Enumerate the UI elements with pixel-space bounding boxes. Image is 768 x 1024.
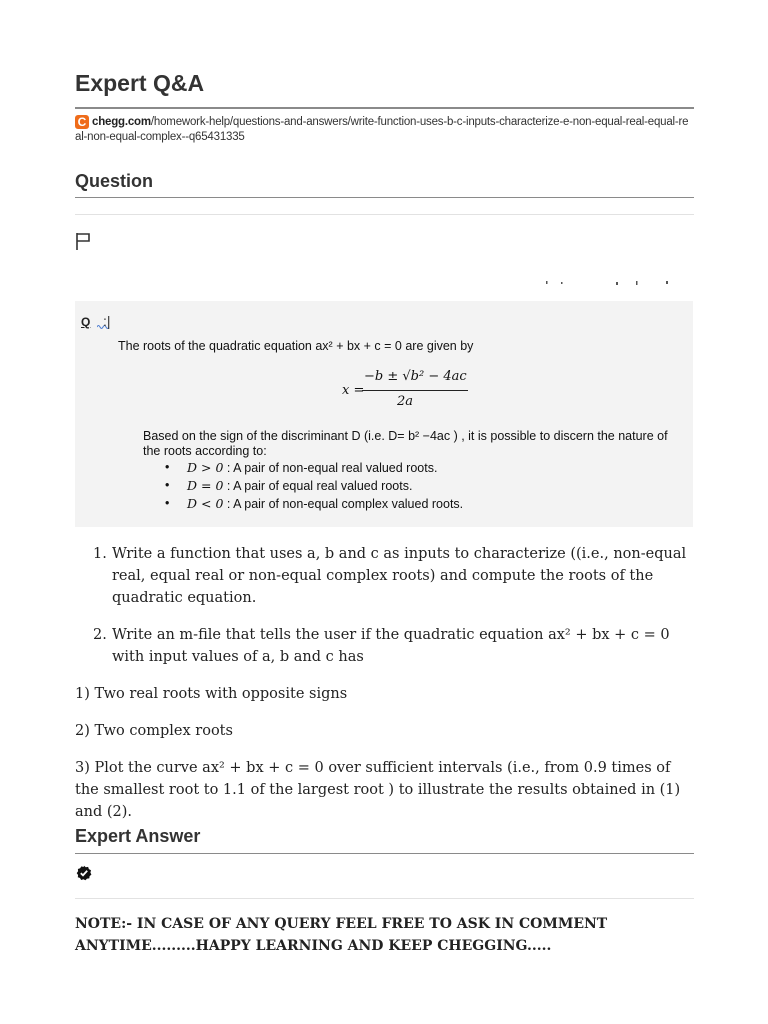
- case-item: • D < 0 : A pair of non-equal complex valued roots.: [165, 495, 463, 513]
- title-divider: [75, 107, 694, 109]
- subpart-3: 3) Plot the curve ax² + bx + c = 0 over sufficient intervals (i.e., from 0.9 times of the smallest root to 1.1 of the largest root ) to illustrate the results obtained in (1) and (2).: [75, 760, 681, 820]
- source-domain: chegg.com: [92, 116, 151, 128]
- image-crop-artifact: [540, 280, 680, 286]
- discriminant-cases: [165, 459, 463, 513]
- formula-numerator: −b ± √b² − 4ac: [364, 369, 467, 384]
- discriminant-text: Based on the sign of the discriminant D (i.e. D= b² −4ac ) , it is possible to discern the nature of the roots according to:: [143, 429, 668, 458]
- question-item-text: Write a function that uses a, b and c as inputs to characterize ((i.e., non-equal real, equal real or non-equal complex roots) and compute the roots of the quadratic equation.: [112, 546, 687, 606]
- formula-lhs: x =: [342, 383, 365, 398]
- source-path: /homework-help/questions-and-answers/write-function-uses-b-c-inputs-characterize-e-non-equal-real-equal-real-non-equal-complex--q65431335: [75, 116, 689, 143]
- question-image: [75, 301, 693, 527]
- formula-denominator: 2a: [397, 394, 414, 409]
- question-item-text: Write an m-file that tells the user if the quadratic equation ax² + bx + c = 0 with input values of a, b and c has: [112, 627, 670, 665]
- answer-note: NOTE:- IN CASE OF ANY QUERY FEEL FREE TO ASK IN COMMENT ANYTIME.........HAPPY LEARNING AND KEEP CHEGGING.....: [75, 916, 608, 954]
- question-list: [93, 543, 693, 668]
- question-top-rule: [75, 214, 694, 215]
- source-url[interactable]: [75, 115, 693, 145]
- answer-heading: Expert Answer: [75, 826, 201, 846]
- verified-badge-icon: [76, 865, 92, 881]
- question-divider: [75, 197, 694, 198]
- case-item: • D = 0 : A pair of equal real valued roots.: [165, 477, 463, 495]
- fraction-bar: [362, 390, 468, 391]
- text-caret: :|: [103, 313, 111, 329]
- flag-icon[interactable]: [75, 231, 93, 251]
- answer-top-rule: [75, 898, 694, 899]
- answer-divider: [75, 853, 694, 854]
- question-item: 1. Write a function that uses a, b and c as inputs to characterize ((i.e., non-equal real, equal real or non-equal complex roots) and compute the roots of the quadratic equation.: [93, 546, 687, 606]
- quadratic-formula: [342, 369, 482, 413]
- question-label: Q: [81, 315, 91, 329]
- case-item: • D > 0 : A pair of non-equal real valued roots.: [165, 459, 463, 477]
- subpart-2: 2) Two complex roots: [75, 723, 233, 739]
- chegg-logo-icon: C: [75, 115, 89, 129]
- question-heading: Question: [75, 171, 154, 191]
- page-title: Expert Q&A: [75, 70, 205, 96]
- question-item: 2. Write an m-file that tells the user if the quadratic equation ax² + bx + c = 0 with input values of a, b and c has: [93, 627, 670, 665]
- quadratic-intro: The roots of the quadratic equation ax² + bx + c = 0 are given by: [118, 339, 474, 353]
- subpart-1: 1) Two real roots with opposite signs: [75, 686, 348, 702]
